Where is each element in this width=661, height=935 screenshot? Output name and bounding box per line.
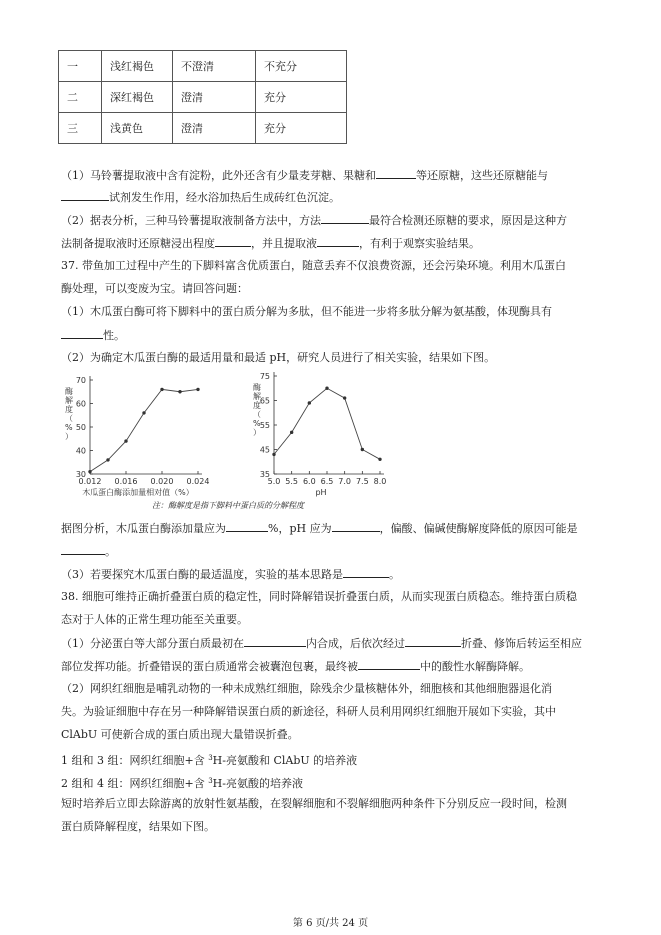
q38-part1-line1: （1）分泌蛋白等大部分蛋白质最初在 内合成，后依次经过 折叠、修饰后转运至相应	[61, 637, 582, 650]
blank	[244, 636, 306, 647]
data-point	[178, 390, 181, 393]
blank	[317, 236, 359, 247]
table-cell: 充分	[256, 113, 347, 144]
table-cell: 不澄清	[173, 51, 256, 82]
data-point	[308, 401, 311, 404]
y-tick-label: 60	[75, 399, 86, 409]
data-point	[142, 411, 145, 414]
data-point	[160, 388, 163, 391]
table-cell: 浅黄色	[102, 113, 173, 144]
page-footer: 第 6 页/共 24 页	[292, 918, 369, 929]
q38-part3-line2: 蛋白质降解程度，结果如下图。	[61, 820, 215, 833]
group-1-3: 1 组和 3 组：网织红细胞+含 $^3$H-亮氨酸和 ClAbU 的培养液	[61, 754, 358, 767]
q38-intro-line1: 38. 细胞可维持正确折叠蛋白质的稳定性，同时降解错误折叠蛋白质，从而实现蛋白质稳态。维持蛋白质稳	[61, 590, 577, 603]
table-row	[59, 51, 347, 82]
data-point	[361, 448, 364, 451]
blank	[226, 521, 268, 532]
table-cell: 澄清	[173, 113, 256, 144]
y-axis-label: 酶解度（%）	[65, 387, 73, 441]
x-tick-label: 7.5	[355, 477, 369, 486]
ph-chart	[248, 372, 400, 500]
q36-part1-line2: 试剂发生作用，经水浴加热后生成砖红色沉淀。	[61, 190, 340, 205]
y-tick-label: 35	[259, 470, 270, 479]
chart-note: 注：酶解度是指下脚料中蛋白质的分解程度	[152, 501, 304, 510]
table-cell: 浅红褐色	[102, 51, 173, 82]
data-point	[196, 388, 199, 391]
data-point	[106, 458, 109, 461]
q37-intro-line2: 酶处理，可以变废为宝。请回答问题：	[61, 282, 248, 295]
blank	[332, 521, 380, 532]
q36-part2-line1: （2）据表分析，三种马铃薯提取液制备方法中，方法 最符合检测还原糖的要求，原因是这种方	[61, 214, 567, 227]
q37-part1-line1: （1）木瓜蛋白酶可将下脚料中的蛋白质分解为多肽，但不能进一步将多肽分解为氨基酸，体现酶具有	[61, 305, 552, 318]
blank	[215, 236, 251, 247]
y-tick-label: 50	[75, 423, 86, 432]
x-tick-label: 0.012	[78, 477, 102, 486]
series-line	[90, 389, 198, 471]
y-tick-label: 55	[259, 421, 270, 430]
x-tick-label: 6.0	[302, 477, 316, 486]
table-cell: 澄清	[173, 82, 256, 113]
y-tick-label: 70	[75, 376, 86, 385]
table-row	[59, 113, 347, 144]
q36-part1-line1: （1）马铃薯提取液中含有淀粉，此外还含有少量麦芽糖、果糖和 等还原糖，这些还原糖能与	[61, 169, 548, 182]
data-point	[378, 458, 381, 461]
y-tick-label: 30	[75, 470, 86, 479]
x-tick-label: 0.024	[186, 477, 210, 486]
table-cell: 三	[59, 113, 102, 144]
x-axis-label: 木瓜蛋白酶添加量相对值（%）	[82, 488, 194, 497]
x-tick-label: 6.5	[320, 477, 334, 486]
x-tick-label: 8.0	[373, 477, 387, 486]
x-tick-label: 0.016	[114, 477, 138, 486]
x-tick-label: 0.020	[150, 477, 174, 486]
series-line	[274, 388, 380, 459]
x-tick-label: 5.0	[267, 477, 281, 486]
table-row	[59, 82, 347, 113]
data-point	[272, 453, 275, 456]
q38-part2-line2: 失。为验证细胞中存在另一种降解错误蛋白质的新途径，科研人员利用网织红细胞开展如下实验，其中	[61, 705, 556, 718]
q38-part2-line1: （2）网织红细胞是哺乳动物的一种未成熟红细胞，除残余少量核糖体外，细胞核和其他细胞器退化消	[61, 682, 552, 695]
extraction-results-table	[58, 50, 347, 144]
y-tick-label: 75	[259, 372, 270, 381]
blank	[61, 190, 109, 201]
x-axis-label: pH	[315, 488, 327, 497]
blank	[405, 636, 461, 647]
blank	[376, 168, 416, 179]
data-point	[290, 431, 293, 434]
table-cell: 充分	[256, 82, 347, 113]
table-cell: 深红褐色	[102, 82, 173, 113]
q38-part2-line3: ClAbU 可使新合成的蛋白质出现大量错误折叠。	[61, 728, 299, 741]
y-tick-label: 45	[259, 445, 270, 455]
data-point	[88, 470, 91, 473]
blank	[321, 213, 369, 224]
data-point	[124, 439, 127, 442]
enzyme-dosage-chart	[60, 372, 232, 500]
blank	[343, 567, 389, 578]
blank	[358, 659, 420, 670]
y-axis-label: 酶解度（%）	[253, 383, 261, 437]
q37-analysis-line2: 。	[61, 544, 116, 559]
group-2-4: 2 组和 4 组：网织红细胞+含 $^3$H-亮氨酸的培养液	[61, 777, 303, 790]
q37-part1-line2: 性。	[61, 328, 125, 343]
q38-intro-line2: 态对于人体的正常生理功能至关重要。	[61, 613, 248, 626]
q37-part3: （3）若要探究木瓜蛋白酶的最适温度，实验的基本思路是 。	[61, 568, 400, 581]
y-tick-label: 65	[259, 396, 270, 406]
q36-part2-line2: 法制备提取液时还原糖浸出程度 ，并且提取液 ，有利于观察实验结果。	[61, 237, 480, 250]
blank	[61, 328, 103, 339]
data-point	[343, 396, 346, 399]
blank	[61, 544, 105, 555]
q37-part2-intro: （2）为确定木瓜蛋白酶的最适用量和最适 pH，研究人员进行了相关实验，结果如下图。	[61, 351, 496, 364]
table-cell: 一	[59, 51, 102, 82]
x-tick-label: 5.5	[285, 477, 299, 486]
q38-part3-line1: 短时培养后立即去除游离的放射性氨基酸，在裂解细胞和不裂解细胞两种条件下分别反应一段时间，检测	[61, 797, 567, 810]
y-tick-label: 40	[75, 446, 86, 456]
table-cell: 不充分	[256, 51, 347, 82]
table-cell: 二	[59, 82, 102, 113]
q37-intro-line1: 37. 带鱼加工过程中产生的下脚料富含优质蛋白，随意丢弃不仅浪费资源，还会污染环境。利用木瓜蛋白	[61, 259, 566, 272]
x-tick-label: 7.0	[338, 477, 352, 486]
q37-analysis-line1: 据图分析，木瓜蛋白酶添加量应为 %，pH 应为 ，偏酸、偏碱使酶解度降低的原因可能是	[61, 522, 578, 535]
q38-part1-line2: 部位发挥功能。折叠错误的蛋白质通常会被囊泡包裹，最终被 中的酸性水解酶降解。	[61, 660, 530, 673]
data-point	[325, 387, 328, 390]
